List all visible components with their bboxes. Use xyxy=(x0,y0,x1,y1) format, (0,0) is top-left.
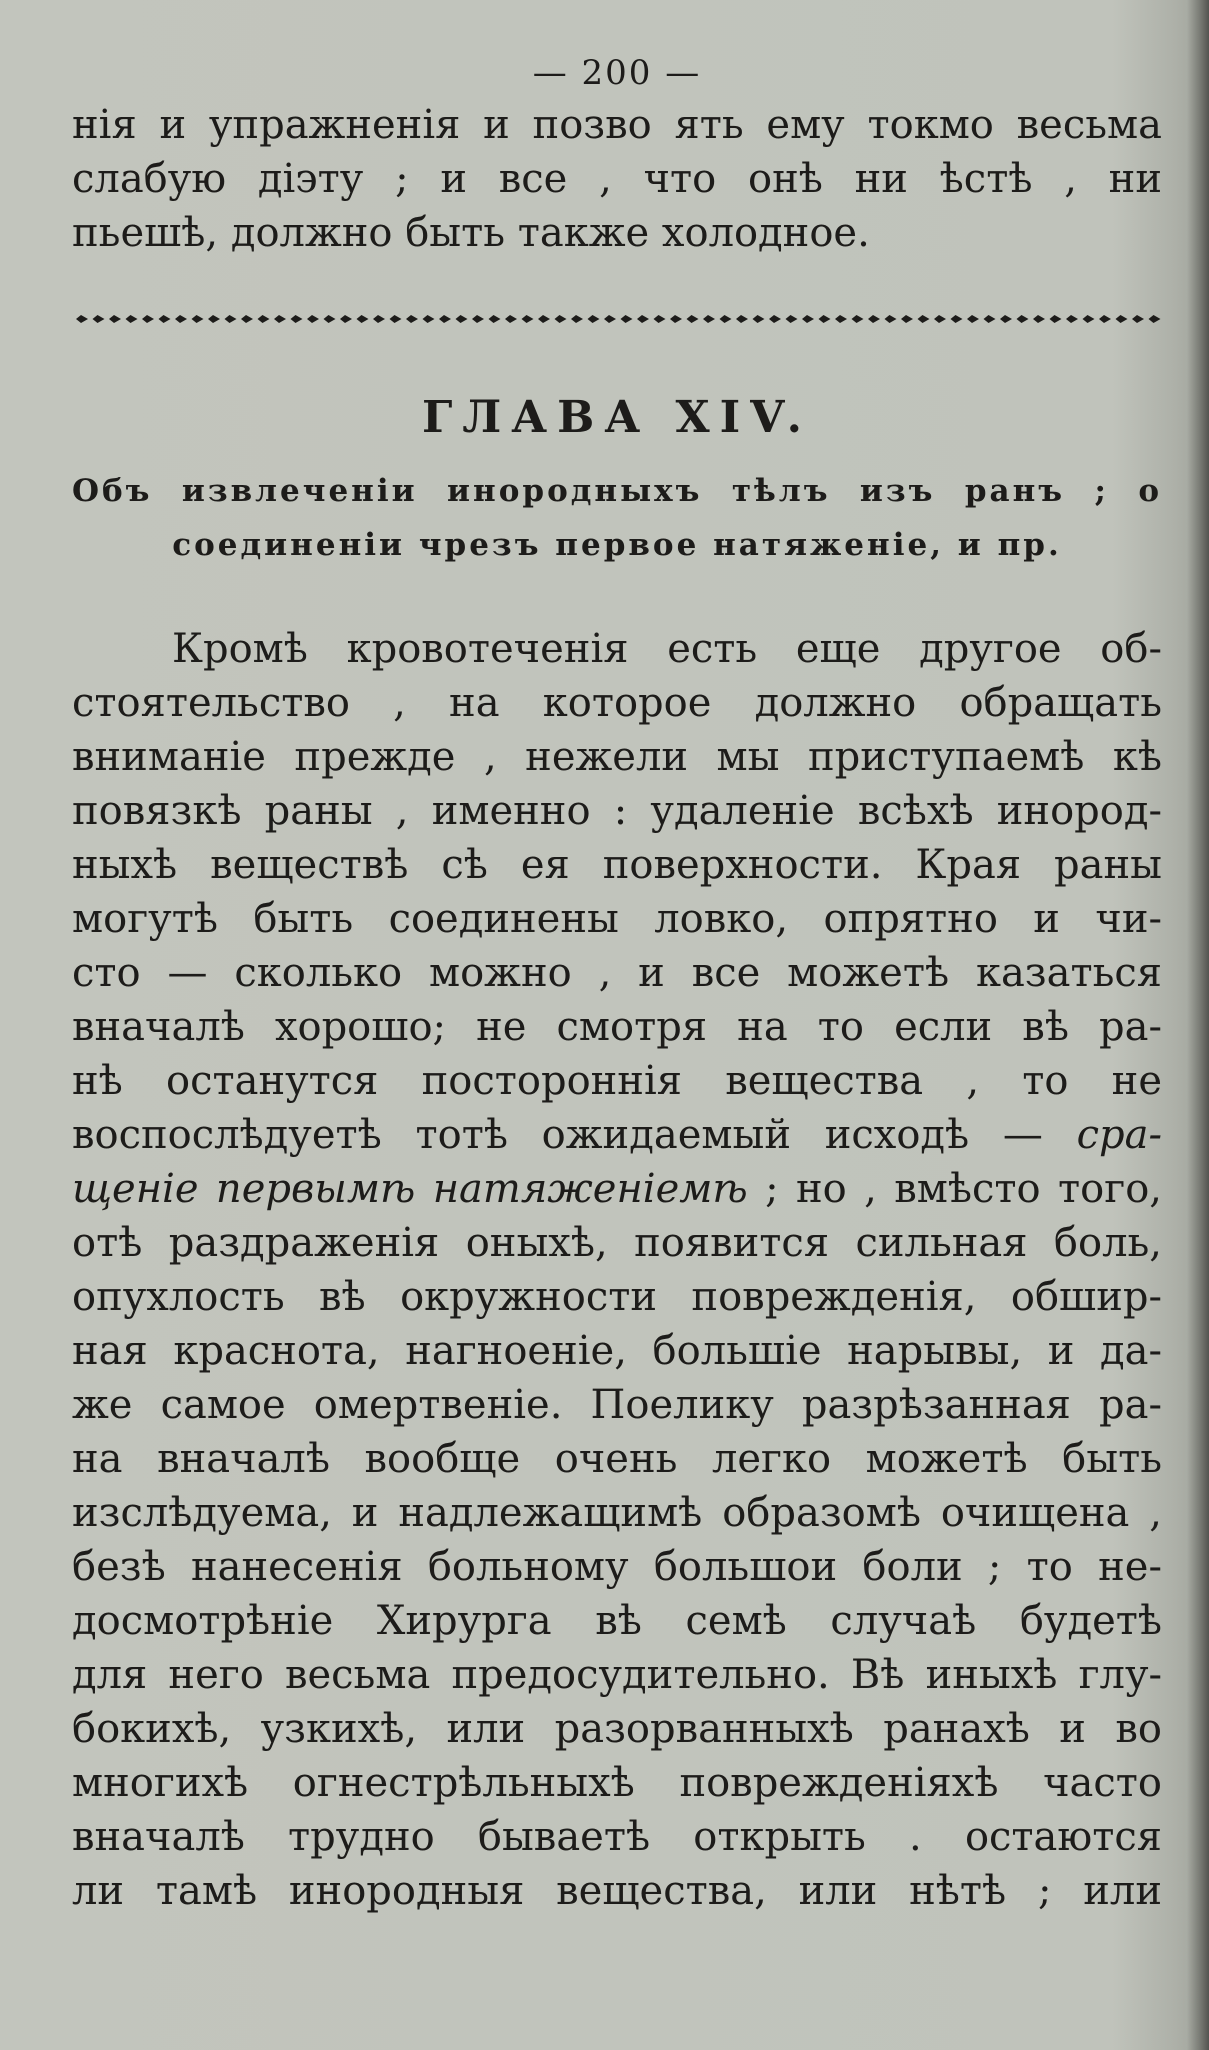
chapter-subtitle xyxy=(72,464,1162,572)
ornament-motif-icon xyxy=(571,315,583,323)
ornament-motif-icon xyxy=(885,315,897,323)
ornament-motif-icon xyxy=(93,315,105,323)
ornament-motif-icon xyxy=(192,315,204,323)
ornament-motif-icon xyxy=(439,315,451,323)
body-paragraph xyxy=(72,622,1162,1918)
line-text: многихѣ огнестрѣльныхѣ поврежденіяхѣ часто xyxy=(72,1760,1162,1806)
ornament-motif-icon xyxy=(258,315,270,323)
line-text: ли тамѣ инородныя вещества, или нѣтѣ ; или xyxy=(72,1868,1162,1914)
line-text: ная краснота, нагноеніе, большіе нарывы, и да- xyxy=(72,1328,1162,1374)
text-line xyxy=(72,1216,1162,1270)
ornament-motif-icon xyxy=(1099,315,1111,323)
ornament-motif-icon xyxy=(1000,315,1012,323)
ornament-motif-icon xyxy=(225,315,237,323)
ornament-motif-icon xyxy=(1149,315,1161,323)
line-text: же самое омертвеніе. Поелику разрѣзанная ра- xyxy=(72,1382,1162,1428)
line-text: для него весьма предосудительно. Вѣ иныхѣ глу- xyxy=(72,1652,1162,1698)
line-text: досмотрѣніе Хирурга вѣ семѣ случаѣ будетѣ xyxy=(72,1598,1162,1644)
text-line xyxy=(72,1324,1162,1378)
text-line xyxy=(72,1810,1162,1864)
ornament-motif-icon xyxy=(852,315,864,323)
ornament-motif-icon xyxy=(918,315,930,323)
ornament-motif-icon xyxy=(456,315,468,323)
line-text: сто — сколько можно , и все можетѣ казаться xyxy=(72,950,1162,996)
ornament-motif-icon xyxy=(522,315,534,323)
italic-emphasis: сра- xyxy=(1076,1112,1162,1158)
ornament-motif-icon xyxy=(703,315,715,323)
text-line xyxy=(72,892,1162,946)
ornament-motif-icon xyxy=(1033,315,1045,323)
text-line: нія и упражненія и позво ять ему токмо весьма xyxy=(72,102,1162,148)
ornament-motif-icon xyxy=(538,315,550,323)
ornamental-divider xyxy=(72,304,1162,334)
text-line xyxy=(72,946,1162,1000)
ornament-motif-icon xyxy=(159,315,171,323)
text-line xyxy=(72,1540,1162,1594)
line-text: нѣ останутся постороннія вещества , то не xyxy=(72,1058,1162,1104)
text-line xyxy=(72,1594,1162,1648)
line-text: могутѣ быть соединены ловко, опрятно и чи- xyxy=(72,896,1162,942)
ornament-motif-icon xyxy=(324,315,336,323)
text-line xyxy=(72,1054,1162,1108)
line-text: отѣ раздраженія оныхѣ, появится сильная боль, xyxy=(72,1220,1162,1266)
ornament-motif-icon xyxy=(406,315,418,323)
line-text: бокихѣ, узкихѣ, или разорванныхѣ ранахѣ и во xyxy=(72,1706,1162,1752)
ornament-motif-icon xyxy=(340,315,352,323)
ornament-motif-icon xyxy=(637,315,649,323)
ornament-motif-icon xyxy=(489,315,501,323)
chapter-subtitle-line: соединеніи чрезъ первое натяженіе, и пр. xyxy=(172,527,1062,563)
line-text: воспослѣдуетѣ тотѣ ожидаемый исходѣ — xyxy=(72,1112,1077,1158)
line-text: изслѣдуема, и надлежащимѣ образомѣ очищена , xyxy=(72,1490,1162,1536)
line-text: Кромѣ кровотеченія есть еще другое об- xyxy=(172,626,1162,672)
line-text: вначалѣ трудно бываетѣ открыть . остаются xyxy=(72,1814,1162,1860)
ornament-motif-icon xyxy=(109,315,121,323)
ornament-motif-icon xyxy=(621,315,633,323)
ornament-motif-icon xyxy=(423,315,435,323)
text-line xyxy=(72,1270,1162,1324)
ornament-motif-icon xyxy=(769,315,781,323)
ornament-motif-icon xyxy=(76,315,88,323)
page-edge-shadow xyxy=(1187,0,1209,2050)
ornament-motif-icon xyxy=(390,315,402,323)
ornament-motif-icon xyxy=(291,315,303,323)
ornament-motif-icon xyxy=(373,315,385,323)
text-line xyxy=(72,622,1162,676)
top-paragraph-continuation xyxy=(72,98,1162,260)
ornament-motif-icon xyxy=(786,315,798,323)
ornament-motif-icon xyxy=(802,315,814,323)
chapter-subtitle-line: Объ извлеченіи инородныхъ тѣлъ изъ ранъ ; о xyxy=(72,473,1162,509)
text-line xyxy=(72,1648,1162,1702)
ornament-motif-icon xyxy=(208,315,220,323)
ornament-motif-icon xyxy=(1116,315,1128,323)
ornament-motif-icon xyxy=(472,315,484,323)
ornament-motif-icon xyxy=(1050,315,1062,323)
text-line xyxy=(72,730,1162,784)
chapter-title: ГЛАВА XIV. xyxy=(422,392,812,443)
text-line xyxy=(72,1162,1162,1216)
ornament-motif-icon xyxy=(357,315,369,323)
ornament-motif-icon xyxy=(241,315,253,323)
ornament-motif-icon xyxy=(1066,315,1078,323)
text-line xyxy=(72,1432,1162,1486)
text-line xyxy=(72,676,1162,730)
line-text: на вначалѣ вообще очень легко можетѣ быть xyxy=(72,1436,1162,1482)
ornament-motif-icon xyxy=(307,315,319,323)
ornament-motif-icon xyxy=(126,315,138,323)
ornament-motif-icon xyxy=(984,315,996,323)
ornament-motif-icon xyxy=(274,315,286,323)
ornament-motif-icon xyxy=(951,315,963,323)
text-line xyxy=(72,1108,1162,1162)
text-line xyxy=(72,1864,1162,1918)
line-text: стоятельство , на которое должно обращать xyxy=(72,680,1162,726)
ornament-motif-icon xyxy=(654,315,666,323)
ornament-motif-icon xyxy=(1132,315,1144,323)
ornament-motif-icon xyxy=(1017,315,1029,323)
line-text: ; но , вмѣсто того, xyxy=(747,1166,1162,1212)
text-line xyxy=(72,784,1162,838)
ornament-motif-icon xyxy=(142,315,154,323)
page-content xyxy=(72,48,1162,1918)
text-line xyxy=(72,1378,1162,1432)
line-text: безѣ нанесенія больному большои боли ; то не- xyxy=(72,1544,1162,1590)
ornament-motif-icon xyxy=(604,315,616,323)
ornament-motif-icon xyxy=(670,315,682,323)
text-line xyxy=(72,1000,1162,1054)
text-line xyxy=(72,1486,1162,1540)
ornament-motif-icon xyxy=(967,315,979,323)
ornament-motif-icon xyxy=(687,315,699,323)
line-text: опухлость вѣ окружности поврежденія, обшир- xyxy=(72,1274,1162,1320)
ornament-motif-icon xyxy=(736,315,748,323)
ornament-motif-icon xyxy=(901,315,913,323)
italic-emphasis: щеніе первымѣ натяженіемѣ xyxy=(72,1166,748,1212)
line-text: вниманіе прежде , нежели мы приступаемѣ кѣ xyxy=(72,734,1162,780)
text-line: слабую діэту ; и все , что онѣ ни ѣстѣ , ни xyxy=(72,156,1162,202)
text-line xyxy=(72,838,1162,892)
ornament-motif-icon xyxy=(753,315,765,323)
ornament-motif-icon xyxy=(819,315,831,323)
ornament-motif-icon xyxy=(555,315,567,323)
ornament-rule-icon xyxy=(72,309,1162,329)
line-text: вначалѣ хорошо; не смотря на то если вѣ ра- xyxy=(72,1004,1162,1050)
ornament-motif-icon xyxy=(175,315,187,323)
line-text: повязкѣ раны , именно : удаленіе всѣхѣ инород- xyxy=(72,788,1162,834)
ornament-motif-icon xyxy=(720,315,732,323)
ornament-motif-icon xyxy=(505,315,517,323)
ornament-motif-icon xyxy=(1083,315,1095,323)
text-line: пьешѣ, должно быть также холодное. xyxy=(72,210,870,256)
text-line xyxy=(72,1702,1162,1756)
page-number: — 200 — xyxy=(532,53,702,93)
ornament-motif-icon xyxy=(934,315,946,323)
line-text: ныхѣ веществѣ сѣ ея поверхности. Края раны xyxy=(72,842,1162,888)
ornament-motif-icon xyxy=(588,315,600,323)
text-line xyxy=(72,1756,1162,1810)
ornament-motif-icon xyxy=(868,315,880,323)
ornament-motif-icon xyxy=(835,315,847,323)
